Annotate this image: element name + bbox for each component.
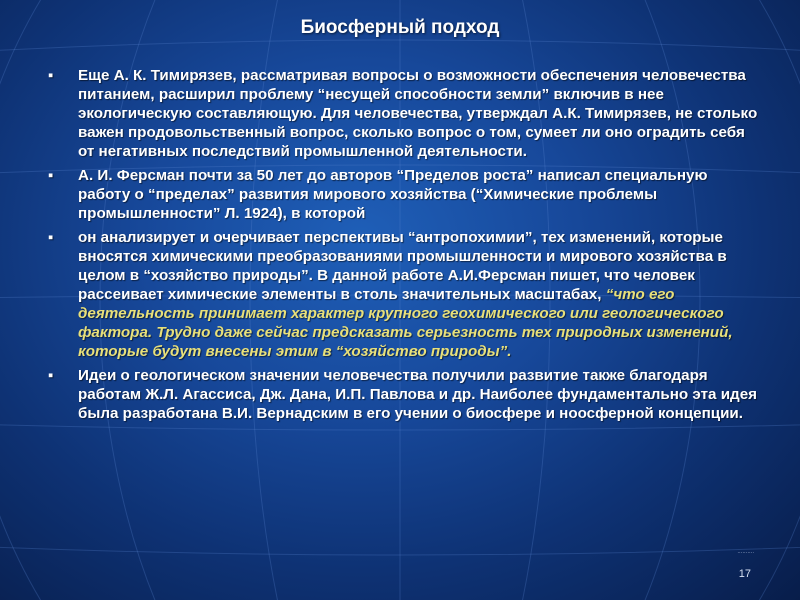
slide-title: Биосферный подход bbox=[300, 17, 500, 38]
bullet-text: Идеи о геологическом значении человечества получили развитие также благодаря работам Ж.Л. Агассиса, Дж. Дана, И.П. Павлова и др. Наиболее фундаментально эта идея была разработана В.И. Вернадским в его учении о биосфере и ноосферной концепции. bbox=[78, 367, 758, 422]
bullet-list bbox=[48, 66, 760, 428]
bullet-item-anthropochemistry bbox=[48, 228, 760, 361]
bullet-item-vernadsky bbox=[48, 366, 760, 423]
bullet-item-fersman bbox=[48, 166, 760, 223]
bullet-square-icon: ▪ bbox=[48, 167, 54, 184]
bullet-text: Еще А. К. Тимирязев, рассматривая вопросы о возможности обеспечения человечества питанием, расширил проблему “несущей способности земли” включив в нее экологическую составляющую. Для человечества, утверждал А.К. Тимирязев, не столько важен продовольственный вопрос, сколько вопрос о том, сумеет ли оно оградить себя от негативных последствий промышленной деятельности. bbox=[78, 67, 758, 160]
page-number: 17 bbox=[738, 568, 751, 580]
bullet-square-icon: ▪ bbox=[48, 367, 54, 384]
footer-note: ·········· bbox=[737, 550, 754, 556]
bullet-square-icon: ▪ bbox=[48, 67, 54, 84]
bullet-text: он анализирует и очерчивает перспективы “антропохимии”, тех изменений, которые вносятся химическими преобразованиями промышленности и мирового хозяйства в целом в “хозяйство природы”. В данной работе А.И.Ферсман пишет, что человек рассеивает химические элементы в столь значительных масштабах, bbox=[78, 229, 727, 303]
bullet-item-timiryazev bbox=[48, 66, 760, 161]
bullet-square-icon: ▪ bbox=[48, 229, 54, 246]
fersman-quote: “что его деятельность принимает характер крупного геохимического или геологического фактора. Трудно даже сейчас предсказать серьезность тех природных изменений, которые будут внесены этим в “хозяйство природы”. bbox=[78, 286, 733, 360]
bullet-text: А. И. Ферсман почти за 50 лет до авторов “Пределов роста” написал специальную работу о “пределах” развития мирового хозяйства (“Химические проблемы промышленности” Л. 1924), в которой bbox=[78, 167, 708, 222]
